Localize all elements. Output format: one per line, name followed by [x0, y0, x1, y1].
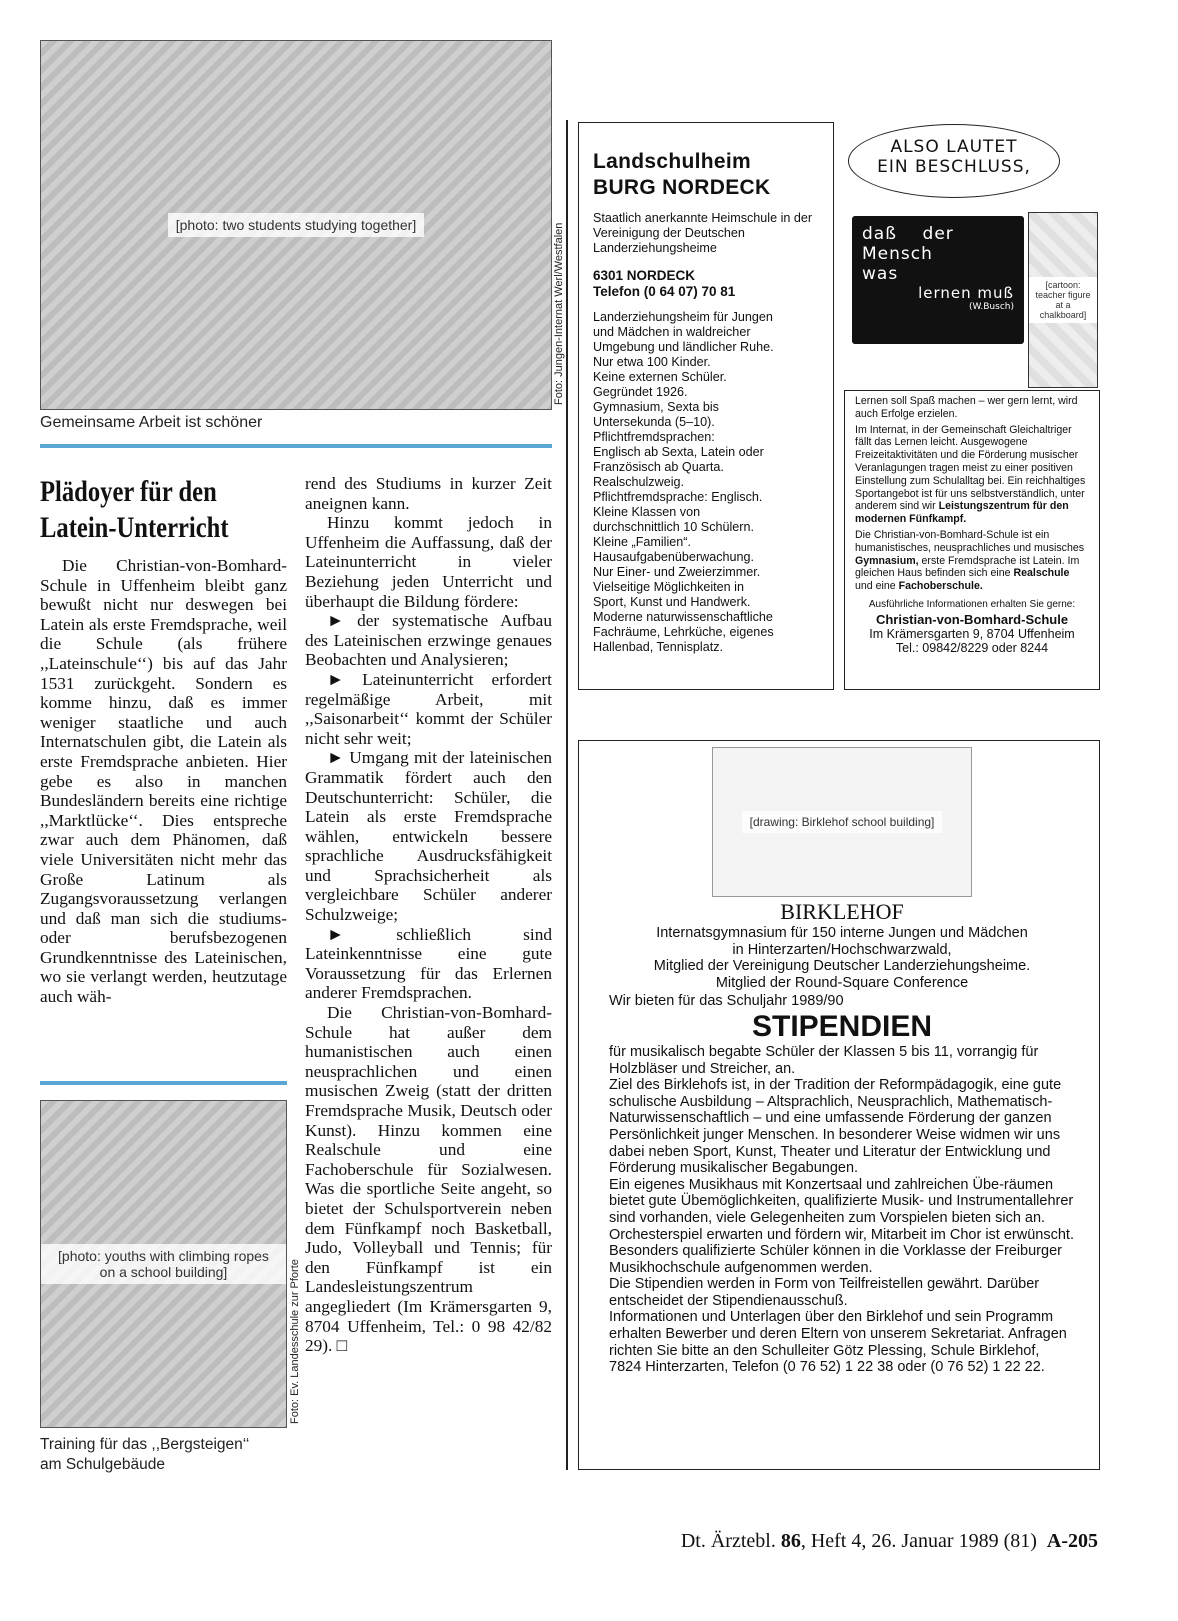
nordeck-detail-line: Sport, Kunst und Handwerk. — [593, 595, 751, 609]
photo-credit-werl: Foto: Jungen-Internat Werl/Westfalen — [553, 222, 565, 405]
nordeck-detail-line: Untersekunda (5–10). — [593, 415, 715, 429]
footer-journal: Dt. Ärztebl. — [680, 1530, 781, 1552]
board-line-4: lernen muß — [918, 284, 1014, 302]
bomhard-text-3f: Fachoberschule. — [898, 580, 983, 593]
bomhard-text-2a: Im Internat, in der Gemeinschaft Gleichaltriger fällt das Lernen leicht. Ausgewogene Freizeitaktivitäten und die Förderung musischer Veranlagungen tragen meist zu einer positiven Einstellung zum Schulalltag bei. Ein reichhaltiges Sportangebot ist für uns selbstverständlich, unter anderem sind wir — [855, 423, 1086, 513]
article-col2-bullet-4: ► schließlich sind Lateinkenntnisse eine gute Voraussetzung für das Erlernen anderer Fremdsprachen. — [305, 924, 552, 1003]
blue-rule-top — [40, 444, 552, 448]
photo-students-studying — [40, 40, 552, 410]
article-col2-bullet-2: ► Lateinunterricht erfordert regelmäßige Arbeit, mit ,,Saisonarbeit‘‘ kommt der Schüler nicht sehr weit; — [305, 669, 552, 748]
bomhard-text-3e: und eine — [855, 580, 899, 593]
nordeck-address: 6301 NORDECK — [593, 268, 696, 283]
nordeck-detail-line: Landerziehungsheim für Jungen — [593, 310, 773, 324]
nordeck-detail-line: Pflichtfremdsprachen: — [593, 430, 715, 444]
caption-2-line-2: am Schulgebäude — [40, 1456, 165, 1473]
nordeck-detail-line: durchschnittlich 10 Schülern. — [593, 520, 755, 534]
birklehof-p4: Die Stipendien werden in Form von Teilfreistellen gewährt. Darüber entscheidet der Stipendienausschuß. — [609, 1276, 1040, 1309]
nordeck-detail-line: und Mädchen in waldreicher — [593, 325, 751, 339]
article-col2-bullet-1: ► der systematische Aufbau des Lateinischen erzwinge genaues Beobachten und Analysieren; — [305, 611, 552, 670]
cartoon-alt: [cartoon: teacher figure at a chalkboard] — [1029, 277, 1097, 323]
nordeck-title-1: Landschulheim — [593, 150, 751, 173]
birklehof-p3: Ein eigenes Musikhaus mit Konzertsaal und zahlreichen Übe-räumen bietet gute Übemöglichkeiten, qualifizierte Musik- und Instrumentallehrer sind vorhanden, viele Gelegenheiten zum Vorspielen bieten sich an. Orchesterspiel erwarten und fördern wir, Mitarbeit im Chor ist erwünscht. Besonders qualifizierte Schüler können in die Vorklasse der Freiburger Musikhochschule aufgenommen werden. — [609, 1176, 1074, 1276]
bomhard-text-3 — [855, 529, 1089, 593]
bomhard-school: Christian-von-Bomhard-Schule — [875, 611, 1069, 627]
photo-credit-pforte: Foto: Ev. Landesschule zur Pforte — [289, 1259, 301, 1424]
bomhard-text-2b: Leistungszentrum für den modernen Fünfkampf. — [855, 500, 1069, 526]
birklehof-line-2: in Hinterzarten/Hochschwarzwald, — [732, 941, 952, 958]
photo-caption-2 — [40, 1435, 249, 1475]
chalkboard — [852, 216, 1024, 344]
board-line-1: daß der — [862, 224, 954, 244]
birklehof-name: BIRKLEHOF — [780, 899, 904, 924]
nordeck-detail-line: Nur etwa 100 Kinder. — [593, 355, 711, 369]
article-col2-p2: Hinzu kommt jedoch in Uffenheim die Auffassung, daß der Lateinunterricht in vieler Beziehung jeden Unterricht und überhaupt die Bildung fördere: — [305, 513, 552, 611]
board-line-2: Mensch — [862, 244, 933, 264]
caption-2-line-1: Training für das ,,Bergsteigen‘‘ — [40, 1436, 250, 1453]
nordeck-detail-line: Vielseitige Möglichkeiten in — [593, 580, 744, 594]
column-divider — [566, 120, 568, 1470]
article-col2-bullet-3: ► Umgang mit der lateinischen Grammatik fördert auch den Deutschunterricht: Schüler, die Latein als erste Fremdsprache wählen, entwickeln bessere sprachliche Ausdrucksfähigkeit und Sprachsicherheit als vergleichbare Schüler anderer Schulzweige; — [305, 748, 552, 925]
nordeck-detail-line: Pflichtfremdsprache: Englisch. — [593, 490, 763, 504]
bomhard-phone: Tel.: 09842/8229 oder 8244 — [895, 640, 1049, 655]
article-column-1 — [40, 556, 287, 1007]
ad-bomhard-cartoon — [844, 120, 1100, 392]
blue-rule-mid — [40, 1081, 287, 1085]
birklehof-headline: STIPENDIEN — [751, 1009, 933, 1043]
drawing-alt: [drawing: Birklehof school building] — [742, 811, 943, 833]
nordeck-detail-line: Hallenbad, Tennisplatz. — [593, 640, 723, 654]
article-col2-p1: rend des Studiums in kurzer Zeit aneignen kann. — [305, 474, 552, 513]
birklehof-line-3: Mitglied der Vereinigung Deutscher Landerziehungsheime. — [653, 958, 1031, 975]
bomhard-text-2 — [855, 424, 1089, 526]
birklehof-offer: Wir bieten für das Schuljahr 1989/90 — [609, 993, 844, 1010]
nordeck-detail-line: Realschulzweig. — [593, 475, 684, 489]
nordeck-title-2: BURG NORDECK — [593, 176, 771, 199]
nordeck-detail-line: Fachräume, Lehrküche, eigenes — [593, 625, 774, 639]
bomhard-text-3d: Realschule — [1013, 567, 1070, 580]
footer-page-number: A-205 — [1046, 1530, 1098, 1552]
article-headline — [40, 474, 311, 546]
article-col2-p7: Die Christian-von-Bomhard-Schule hat außer dem humanistischen auch einen neusprachlichen und einen musischen Zweig (statt der dritten Fremdsprache Musik, Deutsch oder Kunst). Hinzu kommen eine Realschule und eine Fachoberschule für Sozialwesen. Was die sportliche Seite angeht, so bietet der Schulsportverein neben dem Fünfkampf noch Basketball, Judo, Volleyball und Tennis; für den Fünfkampf ist ein Landesleistungszentrum angegliedert (Im Krämersgarten 9, 8704 Uffenheim, Tel.: 0 98 42/82 29). □ — [305, 1003, 552, 1356]
nordeck-detail-line: Gegründet 1926. — [593, 385, 688, 399]
board-signature: (W.Busch) — [969, 302, 1014, 312]
bomhard-text-3c: erste Fremdsprache ist Latein. Im gleichen Haus befinden sich eine — [855, 554, 1080, 580]
photo-caption-1: Gemeinsame Arbeit ist schöner — [40, 414, 263, 431]
article-col1-paragraph: Die Christian-von-Bomhard-Schule in Uffenheim bleibt ganz bewußt nicht nur deswegen bei Latein als erste Fremdsprache, weil die Schule (als frühere ,,Lateinschule‘‘) bis auf das Jahr 1531 zurückgeht. Sondern es komme hinzu, daß es immer weniger staatliche und auch Internatschulen gibt, die Latein als erste Fremdsprache anbieten. Hier gebe es also in manchen Bundesländern bereits eine richtige ,,Marktlücke‘‘. Dies entspreche zwar auch dem Phänomen, daß viele Universitäten nicht mehr das Große Latinum als Zugangsvoraussetzung verlangen und daß man sich die studiums- oder berufsbezogenen Grundkenntnisse des Lateinischen, wo sie verlangt werden, heutzutage auch wäh- — [40, 556, 287, 1007]
nordeck-detail-line: Keine externen Schüler. — [593, 370, 727, 384]
birklehof-p2: Ziel des Birklehofs ist, in der Tradition der Reformpädagogik, eine gute schulische Ausbildung – Altsprachlich, Neusprachlich, Mathematisch-Naturwissenschaftlich – und eine umfassende Förderung der ganzen Persönlichkeit junger Menschen. In besonderer Weise widmen wir uns dabei neben Sport, Kunst, Theater und Literatur der Entwicklung und Förderung musikalischer Begabungen. — [609, 1077, 1062, 1177]
nordeck-detail-line: Hausaufgabenüberwachung. — [593, 550, 755, 564]
nordeck-detail-line: Englisch ab Sexta, Latein oder — [593, 445, 764, 459]
bomhard-info: Ausführliche Informationen erhalten Sie gerne: — [868, 598, 1076, 610]
birklehof-line-4: Mitglied der Round-Square Conference — [715, 974, 969, 991]
page-footer — [681, 1530, 1098, 1553]
bomhard-text-3b: Gymnasium, — [855, 554, 919, 567]
nordeck-phone: Telefon (0 64 07) 70 81 — [593, 284, 736, 299]
bubble-line-1: ALSO LAUTET — [890, 137, 1018, 157]
footer-volume: 86 — [780, 1530, 801, 1552]
bomhard-address: Im Krämersgarten 9, 8704 Uffenheim — [869, 626, 1075, 641]
board-line-3: was — [862, 264, 899, 284]
speech-bubble — [848, 124, 1060, 198]
headline-line-1: Plädoyer für den — [40, 475, 217, 508]
headline-line-2: Latein-Unterricht — [40, 511, 229, 544]
nordeck-details — [593, 310, 819, 655]
bubble-line-2: EIN BESCHLUSS, — [877, 157, 1031, 177]
footer-issue: , Heft 4, 26. Januar 1989 (81) — [800, 1530, 1037, 1552]
nordeck-detail-line: Französisch ab Quarta. — [593, 460, 724, 474]
photo-climbing-alt: [photo: youths with climbing ropes on a school building] — [41, 1244, 286, 1284]
nordeck-intro: Staatlich anerkannte Heimschule in der Vereinigung der Deutschen Landerziehungsheime — [593, 211, 813, 255]
birklehof-p1: für musikalisch begabte Schüler der Klassen 5 bis 11, vorrangig für Holzbläser und Streicher, an. — [609, 1043, 1039, 1077]
nordeck-detail-line: Nur Einer- und Zweierzimmer. — [593, 565, 761, 579]
ad-burg-nordeck — [578, 122, 834, 690]
cartoon-teacher-figure — [1028, 212, 1098, 388]
birklehof-p5: Informationen und Unterlagen über den Birklehof und sein Programm erhalten Bewerber und deren Eltern von unserem Sekretariat. Anfragen richten Sie bitte an den Schulleiter Götz Plessing, Schule Birklehof, 7824 Hinterzarten, Telefon (0 76 52) 1 22 38 oder (0 76 52) 1 22 22. — [609, 1309, 1067, 1376]
nordeck-detail-line: Gymnasium, Sexta bis — [593, 400, 719, 414]
photo-climbing-training — [40, 1100, 287, 1428]
ad-bomhard-text — [844, 390, 1100, 690]
nordeck-detail-line: Moderne naturwissenschaftliche — [593, 610, 773, 624]
bomhard-text-1: Lernen soll Spaß machen – wer gern lernt, wird auch Erfolge erzielen. — [855, 395, 1078, 420]
photo-students-alt: [photo: two students studying together] — [168, 213, 425, 237]
birklehof-line-1: Internatsgymnasium für 150 interne Jungen und Mädchen — [656, 925, 1028, 941]
article-column-2 — [305, 474, 552, 1356]
nordeck-detail-line: Kleine Klassen von — [593, 505, 701, 519]
nordeck-detail-line: Umgebung und ländlicher Ruhe. — [593, 340, 774, 354]
nordeck-detail-line: Kleine „Familien“. — [593, 535, 691, 549]
birklehof-building-drawing — [712, 747, 972, 897]
ad-birklehof — [578, 740, 1100, 1470]
bomhard-text-3a: Die Christian-von-Bomhard-Schule ist ein humanistisches, neusprachliches und musisches — [855, 528, 1085, 554]
